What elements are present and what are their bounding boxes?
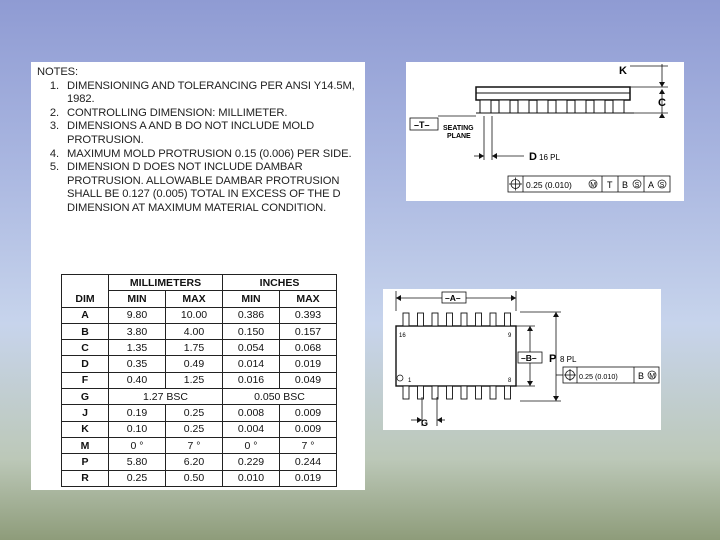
mm-min-cell: 0 °: [109, 437, 166, 453]
label-a: –A–: [445, 293, 461, 303]
note-item: [37, 148, 363, 162]
in-min-cell: 0.054: [223, 340, 280, 356]
table-header-row: [62, 291, 337, 307]
note-item: [37, 120, 363, 147]
table-row: [62, 437, 337, 453]
c-arrow-bottom: [659, 113, 665, 118]
a-arrow-left: [396, 295, 401, 301]
mm-max-cell: 4.00: [166, 323, 223, 339]
mm-max-cell: 1.25: [166, 372, 223, 388]
p-arrow-top: [553, 312, 559, 317]
mm-max-cell: 0.50: [166, 470, 223, 486]
p-arrow-bottom: [553, 396, 559, 401]
table-row: [62, 340, 337, 356]
note-item: [37, 107, 363, 121]
table-group-header-row: [62, 275, 337, 291]
note-text: CONTROLLING DIMENSION: MILLIMETER.: [67, 106, 288, 119]
p-note: 8 PL: [560, 355, 577, 364]
mm-min-cell: 9.80: [109, 307, 166, 323]
side-view-drawing: [406, 62, 684, 201]
in-max-cell: 0.009: [280, 421, 337, 437]
label-k: K: [619, 65, 627, 77]
dim-cell: B: [62, 323, 109, 339]
table-corner-cell: [62, 275, 109, 291]
dim-cell: C: [62, 340, 109, 356]
b-arrow-top: [527, 326, 533, 331]
in-max-cell: 0.019: [280, 356, 337, 372]
mm-min-cell: 0.19: [109, 405, 166, 421]
lead: [403, 313, 409, 326]
lead: [403, 386, 409, 399]
mm-min-cell: 0.10: [109, 421, 166, 437]
lead: [461, 386, 467, 399]
mm-min-cell: 0.35: [109, 356, 166, 372]
in-min-cell: 0.229: [223, 454, 280, 470]
lead: [490, 313, 496, 326]
a-arrow-right: [511, 295, 516, 301]
table-row: [62, 470, 337, 486]
note-number: 4.: [49, 147, 59, 160]
lead: [490, 386, 496, 399]
notes-panel: [31, 62, 365, 490]
note-number: 5.: [49, 161, 59, 174]
in-max-cell: 0.009: [280, 405, 337, 421]
lead: [518, 100, 529, 113]
lead: [461, 313, 467, 326]
in-min-cell: 0.386: [223, 307, 280, 323]
mmc-symbol-icon: [648, 371, 656, 380]
lead: [480, 100, 491, 113]
note-text: DIMENSIONS A AND B DO NOT INCLUDE MOLD PROTRUSION.: [67, 120, 315, 146]
mm-min-cell: 5.80: [109, 454, 166, 470]
in-max-cell: 0.068: [280, 340, 337, 356]
datum-ref-b: B: [638, 371, 645, 381]
lead: [575, 100, 586, 113]
in-min-cell: 0.014: [223, 356, 280, 372]
lead: [505, 386, 511, 399]
mm-min-cell: 1.35: [109, 340, 166, 356]
note-number: 3.: [49, 120, 59, 133]
dim-cell: G: [62, 389, 109, 405]
in-max-cell: 0.049: [280, 372, 337, 388]
datum-ref-b: B: [622, 180, 629, 190]
table-row: [62, 356, 337, 372]
table-row: [62, 405, 337, 421]
in-min-cell: 0.150: [223, 323, 280, 339]
lead: [537, 100, 548, 113]
top-view-panel: [383, 289, 661, 430]
table-row: [62, 389, 337, 405]
notes-block: [37, 66, 363, 216]
pin-1-label: 1: [408, 378, 412, 384]
dimension-table: [61, 274, 337, 487]
mm-max-cell: 0.25: [166, 421, 223, 437]
label-d: D: [529, 151, 537, 163]
b-arrow-bottom: [527, 381, 533, 386]
header-in-max: MAX: [280, 291, 337, 307]
note-text: MAXIMUM MOLD PROTRUSION 0.15 (0.006) PER SIDE.: [67, 147, 352, 160]
mm-min-cell: 0.25: [109, 470, 166, 486]
in-min-cell: 0.016: [223, 372, 280, 388]
table-body: [62, 307, 337, 486]
in-max-cell: 0.019: [280, 470, 337, 486]
table-row: [62, 372, 337, 388]
in-max-cell: 0.157: [280, 323, 337, 339]
header-mm-min: MIN: [109, 291, 166, 307]
mm-bsc-cell: 1.27 BSC: [109, 389, 223, 405]
g-arrow-right: [437, 417, 442, 423]
mm-max-cell: 1.75: [166, 340, 223, 356]
dim-cell: M: [62, 437, 109, 453]
top-view-drawing: [383, 289, 661, 430]
lead: [476, 386, 482, 399]
label-t: –T–: [414, 120, 430, 130]
label-g: G: [421, 418, 429, 428]
notes-title: NOTES:: [37, 66, 79, 78]
label-p: P: [549, 353, 557, 365]
seating-plane-label-2: PLANE: [447, 133, 471, 140]
package-body-top: [396, 326, 516, 386]
table-row: [62, 454, 337, 470]
lead: [499, 100, 510, 113]
in-min-cell: 0.004: [223, 421, 280, 437]
d-note: 16 PL: [539, 153, 560, 162]
mm-max-cell: 10.00: [166, 307, 223, 323]
c-arrow-top: [659, 89, 665, 94]
mm-min-cell: 0.40: [109, 372, 166, 388]
lead: [447, 386, 453, 399]
dim-cell: R: [62, 470, 109, 486]
svg-text:S: S: [659, 182, 665, 189]
table-row: [62, 307, 337, 323]
lead: [418, 386, 424, 399]
side-leads: [480, 100, 624, 113]
note-item: [37, 80, 363, 107]
dim-cell: A: [62, 307, 109, 323]
lead: [418, 313, 424, 326]
d-arrow-left: [479, 153, 484, 159]
mm-max-cell: 0.49: [166, 356, 223, 372]
group-header-inches: INCHES: [223, 275, 337, 291]
mm-max-cell: 6.20: [166, 454, 223, 470]
svg-text:M: M: [590, 182, 597, 189]
table-row: [62, 323, 337, 339]
in-bsc-cell: 0.050 BSC: [223, 389, 337, 405]
note-item: [37, 161, 363, 215]
lead: [447, 313, 453, 326]
dim-cell: F: [62, 372, 109, 388]
svg-text:S: S: [634, 182, 640, 189]
datum-ref-t: T: [607, 180, 613, 190]
in-min-cell: 0.010: [223, 470, 280, 486]
in-min-cell: 0 °: [223, 437, 280, 453]
lead: [556, 100, 567, 113]
pin-8-label: 8: [508, 378, 512, 384]
label-c: C: [658, 97, 666, 109]
mm-min-cell: 3.80: [109, 323, 166, 339]
note-text: DIMENSIONING AND TOLERANCING PER ANSI Y14.5M, 1982.: [67, 79, 355, 106]
in-max-cell: 0.393: [280, 307, 337, 323]
mm-max-cell: 0.25: [166, 405, 223, 421]
tolerance-value: 0.25 (0.010): [579, 372, 618, 381]
note-text: DIMENSION D DOES NOT INCLUDE DAMBAR PROTRUSION. ALLOWABLE DAMBAR PROTRUSION SHALL BE 0.127 (0.005) TOTAL IN EXCESS OF THE D DIMENSION AT MAXIMUM MATERIAL CONDITION.: [67, 161, 341, 214]
dim-cell: K: [62, 421, 109, 437]
note-number: 1.: [49, 79, 59, 92]
lead: [505, 313, 511, 326]
datum-ref-a: A: [648, 180, 655, 190]
label-b: –B–: [521, 353, 537, 363]
group-header-millimeters: MILLIMETERS: [109, 275, 223, 291]
d-arrow-right: [492, 153, 497, 159]
lead: [432, 313, 438, 326]
lead: [476, 313, 482, 326]
k-arrow: [659, 82, 665, 87]
tolerance-value: 0.25 (0.010): [526, 180, 572, 190]
note-number: 2.: [49, 106, 59, 119]
dim-cell: J: [62, 405, 109, 421]
in-min-cell: 0.008: [223, 405, 280, 421]
in-max-cell: 0.244: [280, 454, 337, 470]
side-view-panel: [406, 62, 684, 201]
dim-cell: P: [62, 454, 109, 470]
pin-16-label: 16: [399, 333, 406, 339]
lead: [613, 100, 624, 113]
pin-9-label: 9: [508, 333, 512, 339]
header-in-min: MIN: [223, 291, 280, 307]
header-dim: DIM: [62, 291, 109, 307]
table-row: [62, 421, 337, 437]
seating-plane-label-1: SEATING: [443, 125, 474, 132]
lead: [594, 100, 605, 113]
header-mm-max: MAX: [166, 291, 223, 307]
in-max-cell: 7 °: [280, 437, 337, 453]
mm-max-cell: 7 °: [166, 437, 223, 453]
mmc-symbol-icon: [589, 180, 597, 189]
dim-cell: D: [62, 356, 109, 372]
svg-text:M: M: [649, 373, 656, 380]
